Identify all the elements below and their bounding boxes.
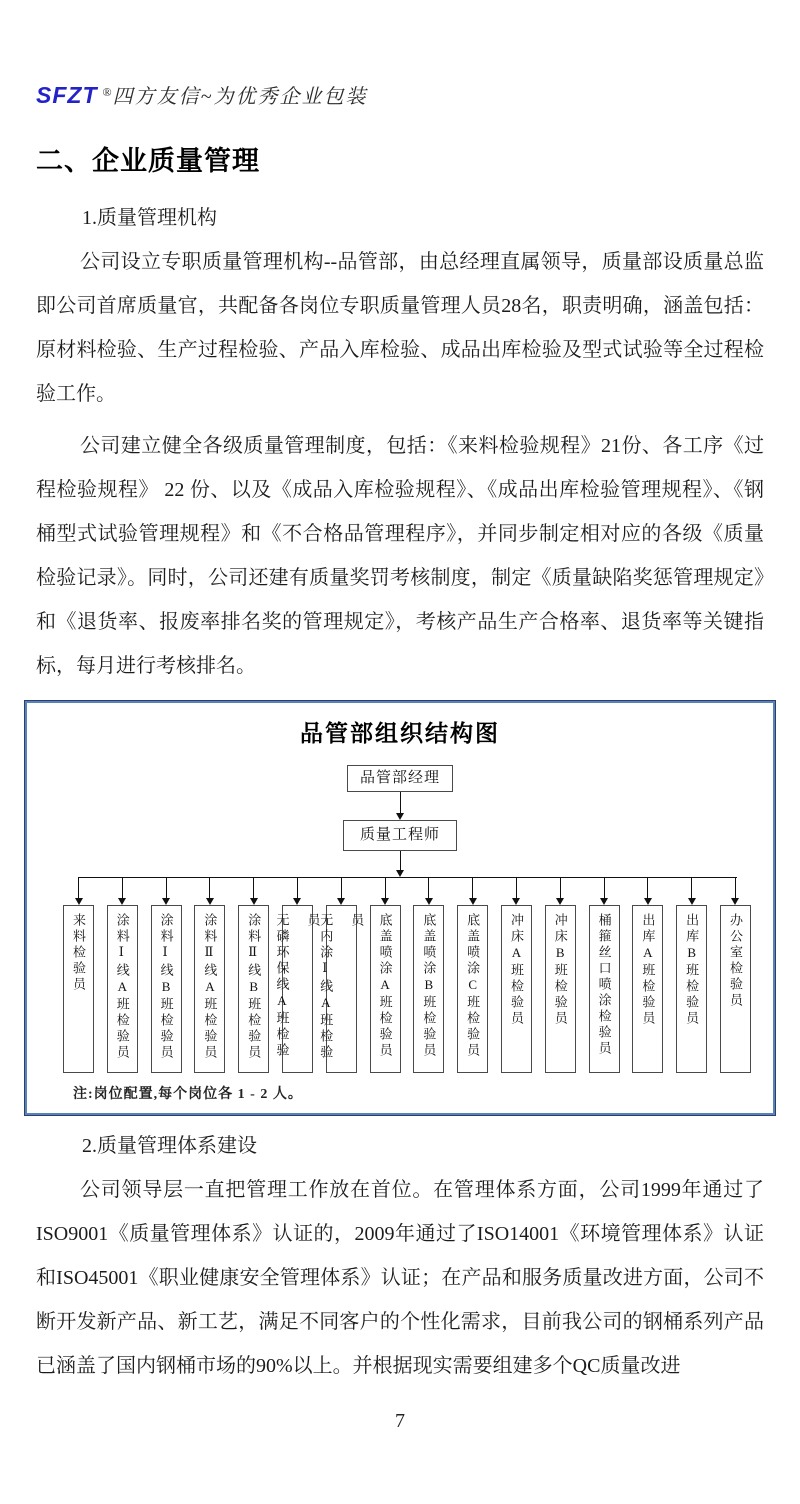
org-chart-branch [370,877,401,1073]
org-member-label: 涂料Ⅰ线B班检验员 [158,913,174,1061]
org-chart-title: 品管部组织结构图 [300,720,500,746]
org-member-box [676,905,707,1073]
org-member-box [274,905,321,1073]
org-chart-branch [238,877,269,1073]
paragraph-2: 公司建立健全各级质量管理制度，包括：《来料检验规程》21份、各工序《过程检验规程》 22 份、以及《成品入库检验规程》、《成品出库检验管理规程》、《钢桶型式试验管理规程》和《不合格品管理程序》，并同步制定相对应的各级《质量检验记录》。同时，公司还建有质量奖罚考核制度，制定《质量缺陷奖惩管理规定》和《退货率、报废率排名奖的管理规定》，考核产品生产合格率、退货率等关键指标，每月进行考核排名。 [36,435,764,677]
org-member-box [545,905,576,1073]
org-member-box [501,905,532,1073]
connector-arrow [469,877,477,905]
org-member-label: 冲床B班检验员 [552,913,568,1027]
org-member-label: 无内涂Ⅰ线A班检验员 [318,913,365,1061]
org-chart-note: 注:岗位配置,每个岗位各 1 - 2 人。 [73,1087,303,1102]
connector-arrow [75,877,83,905]
arrow-down-icon [556,898,564,905]
connector-arrow [512,877,520,905]
connector-arrow [425,877,433,905]
arrow-down-icon [293,898,301,905]
org-member-label: 底盖喷涂B班检验员 [421,913,437,1059]
connector-arrow [337,877,345,905]
org-chart-branch [274,877,321,1073]
org-member-box [151,905,182,1073]
connector-arrow [556,877,564,905]
subsection-1-title: 1.质量管理机构 [82,207,217,229]
paragraph-3: 公司领导层一直把管理工作放在首位。在管理体系方面，公司1999年通过了ISO9001《质量管理体系》认证的，2009年通过了ISO14001《环境管理体系》认证和ISO45001《职业健康安全管理体系》认证；在产品和服务质量改进方面，公司不断开发新产品、新工艺，满足不同客户的个性化需求，目前我公司的钢桶系列产品已涵盖了国内钢桶市场的90%以上。并根据现实需要组建多个QC质量改进 [36,1179,764,1377]
arrow-down-icon [118,898,126,905]
org-chart-branch-row [63,877,751,1073]
connector-arrow [688,877,696,905]
org-member-box [63,905,94,1073]
org-member-label: 底盖喷涂A班检验员 [377,913,393,1059]
connector-arrow [600,877,608,905]
connector-arrow [162,877,170,905]
arrow-down-icon [644,898,652,905]
org-chart-branch [318,877,365,1073]
org-member-box [413,905,444,1073]
section-title: 二、企业质量管理 [36,146,260,176]
org-chart-branch [107,877,138,1073]
paragraph-1: 公司设立专职质量管理机构--品管部，由总经理直属领导，质量部设质量总监即公司首席质量官，共配备各岗位专职质量管理人员28名，职责明确，涵盖包括：原材料检验、生产过程检验、产品入库检验、成品出库检验及型式试验等全过程检验工作。 [36,251,764,405]
org-chart-branch [676,877,707,1073]
org-chart-figure [24,700,776,1116]
connector-arrow [206,877,214,905]
org-member-label: 涂料Ⅱ线A班检验员 [202,913,218,1061]
connector-engineer-branches [396,851,404,877]
connector-arrow [644,877,652,905]
org-member-box [632,905,663,1073]
org-node-engineer: 质量工程师 [343,820,457,851]
connector-arrow [381,877,389,905]
org-member-box [720,905,751,1073]
arrow-down-icon [469,898,477,905]
org-member-label: 涂料Ⅱ线B班检验员 [246,913,262,1061]
org-chart-branch [589,877,620,1073]
arrow-down-icon [600,898,608,905]
arrow-down-icon [206,898,214,905]
org-chart-branch [413,877,444,1073]
org-member-box [370,905,401,1073]
subsection-2-title: 2.质量管理体系建设 [82,1135,257,1157]
connector-arrow [731,877,739,905]
org-chart-branch [501,877,532,1073]
page-header [36,80,776,108]
arrow-down-icon [162,898,170,905]
org-chart-branch [151,877,182,1073]
page-number: 7 [395,1410,405,1432]
org-member-label: 出库B班检验员 [684,913,700,1027]
org-member-label: 来料检验员 [71,913,86,993]
org-chart-branch [194,877,225,1073]
org-member-label: 桶箍丝口喷涂检验员 [596,913,612,1057]
arrow-down-icon [512,898,520,905]
arrow-down-icon [425,898,433,905]
arrow-down-icon [396,813,404,820]
org-member-box [107,905,138,1073]
org-member-label: 出库A班检验员 [640,913,656,1027]
branch-horizontal-line [78,877,737,878]
org-node-manager: 品管部经理 [347,765,453,792]
org-member-label: 办公室检验员 [727,913,743,1009]
arrow-down-icon [381,898,389,905]
org-chart-branch [63,877,94,1073]
org-member-label: 涂料Ⅰ线A班检验员 [114,913,130,1061]
org-member-box [238,905,269,1073]
brand-tagline: 四方友信~为优秀企业包装 [112,86,368,108]
connector-manager-engineer [396,792,404,820]
arrow-down-icon [396,870,404,877]
org-member-box [589,905,620,1073]
arrow-down-icon [75,898,83,905]
org-member-label: 无磷环保线A班检验员 [274,913,321,1059]
org-chart-branch [457,877,488,1073]
connector-arrow [293,877,301,905]
arrow-down-icon [688,898,696,905]
org-member-label: 冲床A班检验员 [508,913,524,1027]
org-chart-branch [545,877,576,1073]
org-member-label: 底盖喷涂C班检验员 [465,913,481,1059]
registered-trademark-icon: ® [102,85,112,99]
org-chart-branch [632,877,663,1073]
connector-arrow [118,877,126,905]
connector-arrow [250,877,258,905]
arrow-down-icon [250,898,258,905]
arrow-down-icon [337,898,345,905]
org-chart-branch [720,877,751,1073]
brand-logo-text: SFZT [36,82,98,108]
org-member-box [457,905,488,1073]
arrow-down-icon [731,898,739,905]
org-member-box [318,905,365,1073]
org-member-box [194,905,225,1073]
